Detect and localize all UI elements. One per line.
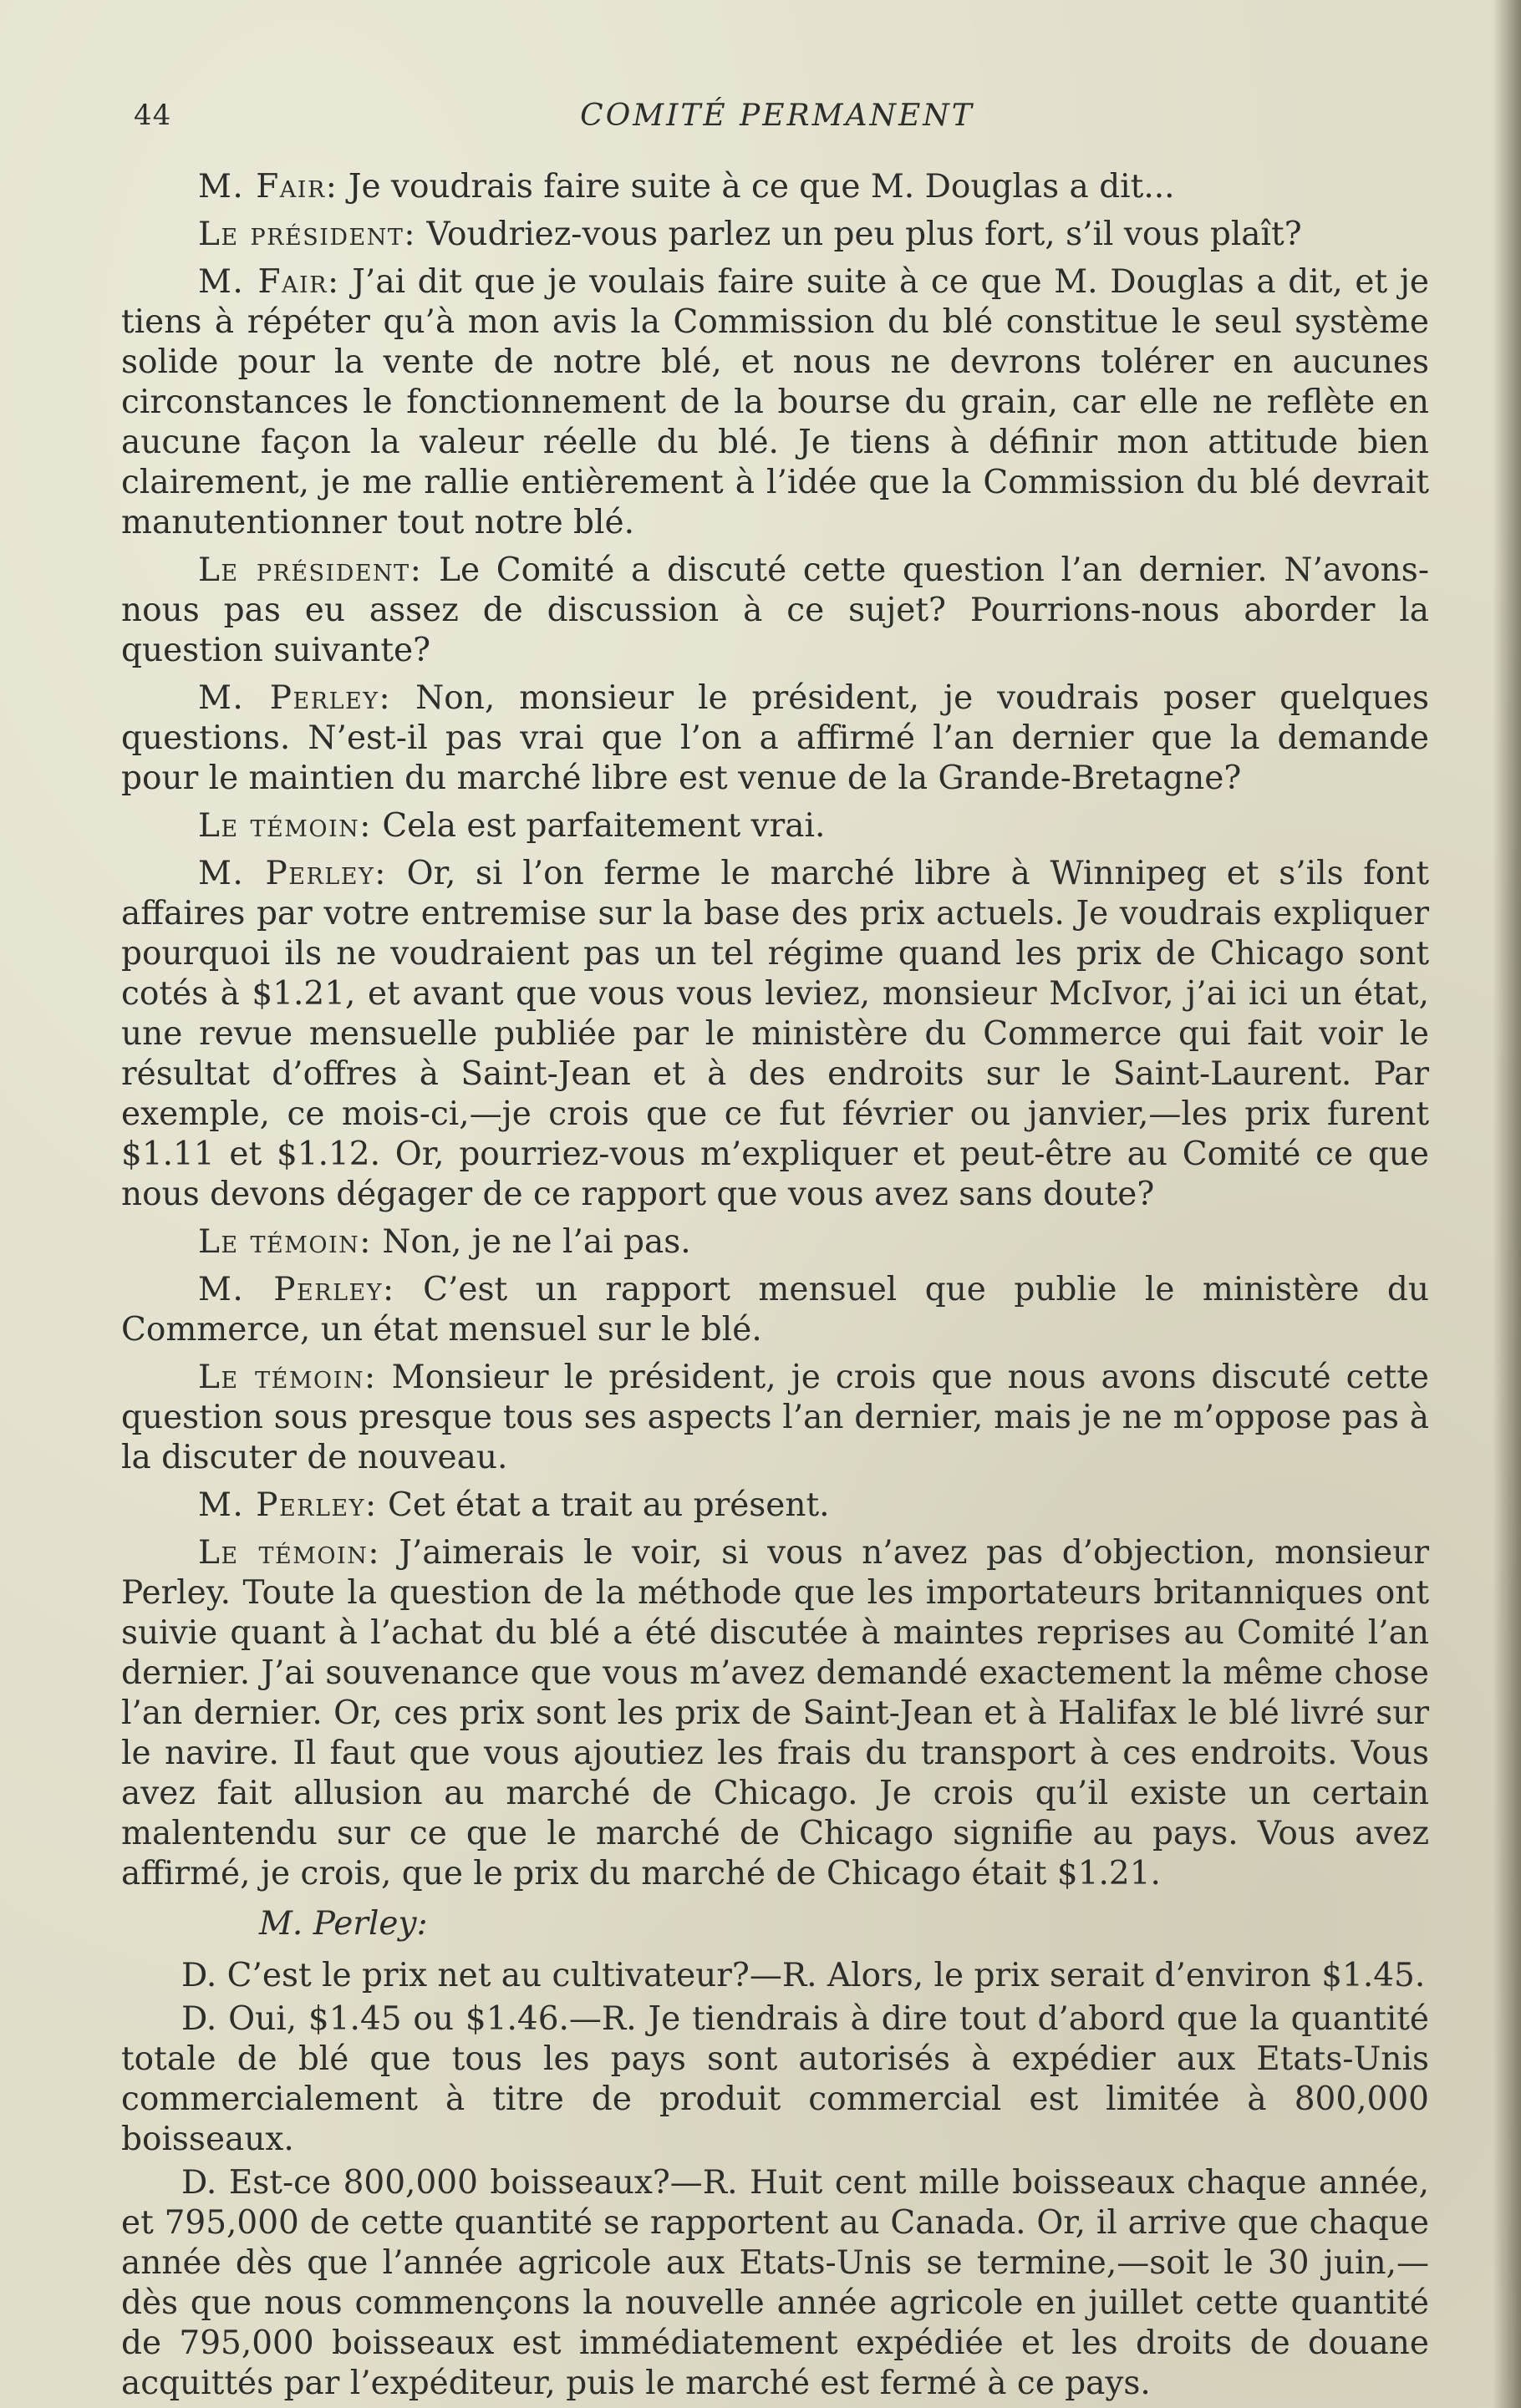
speaker-label: Le témoin: — [198, 1359, 377, 1396]
paragraph-text: J’ai dit que je voulais faire suite à ce que M. Douglas a dit, et je tiens à répéter qu’à mon avis la Commission du blé constitue le seul système solide pour la vente de notre blé, et nous ne devrons tolérer en aucunes circonstances le fonctionnement de la bourse du grain, car elle ne reflète en aucune façon la valeur réelle du blé. Je tiens à définir mon attitude bien clairement, je me rallie entièrement à l’idée que la Commission du blé devrait manutentionner tout notre blé. — [121, 263, 1429, 541]
paragraph-text: J’aimerais le voir, si vous n’avez pas d’objection, monsieur Perley. Toute la question de la méthode que les importateurs britanniques ont suivie quant à l’achat du blé a été discutée à maintes reprises au Comité l’an dernier. J’ai souvenance que vous m’avez demandé exactement la même chose l’an dernier. Or, ces prix sont les prix de Saint-Jean et à Halifax le blé livré sur le navire. Il faut que vous ajoutiez les frais du transport à ces endroits. Vous avez fait allusion au marché de Chicago. Je crois qu’il existe un certain malentendu sur ce que le marché de Chicago signifie au pays. Vous avez affirmé, je crois, que le prix du marché de Chicago était $1.21. — [121, 1534, 1429, 1892]
paragraph — [121, 1358, 1429, 1478]
speaker-label: M. Perley: — [198, 679, 392, 717]
paragraph — [121, 551, 1429, 671]
speaker-label: M. Fair: — [198, 263, 340, 301]
question-answer: D. Oui, $1.45 ou $1.46.—R. Je tiendrais à dire tout d’abord que la quantité totale de blé que tous les pays sont autorisés à expédier aux Etats-Unis commercialement à titre de produit commercial est limitée à 800,000 boisseaux. — [121, 2000, 1429, 2158]
paragraph-text: Le Comité a discuté cette question l’an dernier. N’avons-nous pas eu assez de discussion à ce sujet? Pourrions-nous aborder la question suivante? — [121, 551, 1429, 669]
speaker-label: Le président: — [198, 551, 423, 589]
speaker-label: Le président: — [198, 216, 417, 253]
speaker-label: M. Perley: — [198, 1271, 395, 1308]
speaker-label: Le témoin: — [198, 807, 372, 845]
paragraph — [121, 1533, 1429, 1894]
paragraph — [121, 854, 1429, 1215]
paragraph-text: Monsieur le président, je crois que nous avons discuté cette question sous presque tous ses aspects l’an dernier, mais je ne m’oppose pas à la discuter de nouveau. — [121, 1359, 1430, 1476]
transcript-body — [121, 167, 1429, 2407]
page-header — [125, 99, 1429, 140]
paragraph-text: Je voudrais faire suite à ce que M. Douglas a dit... — [338, 168, 1175, 206]
speaker-label: Le témoin: — [198, 1223, 372, 1261]
page-number: 44 — [134, 99, 172, 132]
paragraph-text: Cela est parfaitement vrai. — [371, 807, 826, 845]
paragraph-text: C’est un rapport mensuel que publie le ministère du Commerce, un état mensuel sur le blé. — [121, 1271, 1429, 1349]
speaker-label: Le témoin: — [198, 1534, 380, 1572]
paragraph — [121, 1270, 1429, 1350]
paragraph — [121, 1222, 1429, 1262]
paragraph-text: Cet état a trait au présent. — [377, 1486, 830, 1524]
speaker-label: M. Fair: — [198, 168, 338, 206]
paragraph-text: Non, monsieur le président, je voudrais poser quelques questions. N’est-il pas vrai que l’on a affirmé l’an dernier que la demande pour le maintien du marché libre est venue de la Grande-Bretagne? — [121, 679, 1429, 797]
paragraph-text: Or, si l’on ferme le marché libre à Winnipeg et s’ils font affaires par votre entremise sur la base des prix actuels. Je voudrais expliquer pourquoi ils ne voudraient pas un tel régime quand les prix de Chicago sont cotés à $1.21, et avant que vous vous leviez, monsieur McIvor, j’ai ici un état, une revue mensuelle publiée par le ministère du Commerce qui fait voir le résultat d’offres à Saint-Jean et à des endroits sur le Saint-Laurent. Par exemple, ce mois-ci,—je crois que ce fut février ou janvier,—les prix furent $1.11 et $1.12. Or, pourriez-vous m’expliquer et peut-être au Comité ce que nous devons dégager de ce rapport que vous avez sans doute? — [121, 855, 1429, 1213]
paragraph-text: Voudriez-vous parlez un peu plus fort, s’il vous plaît? — [416, 216, 1302, 253]
paragraph — [121, 215, 1429, 255]
speaker-label: M. Perley: — [198, 1486, 378, 1524]
paragraph-text: Non, je ne l’ai pas. — [371, 1223, 691, 1261]
paragraph — [121, 167, 1429, 207]
binding-shadow — [1493, 0, 1521, 2408]
question-answer: D. C’est le prix net au cultivateur?—R. Alors, le prix serait d’environ $1.45. — [181, 1957, 1426, 1994]
paragraph — [121, 262, 1429, 543]
question-answer: D. Est-ce 800,000 boisseaux?—R. Huit cent mille boisseaux chaque année, et 795,000 de cette quantité se rapportent au Canada. Or, il arrive que chaque année dès que l’année agricole aux Etats-Unis se termine,—soit le 30 juin,—dès que nous commençons la nouvelle année agricole en juillet cette quantité de 795,000 boisseaux est immédiatement expédiée et les droits de douane acquittés par l’expéditeur, puis le marché est fermé à ce pays. — [121, 2164, 1429, 2402]
speaker-label: M. Perley: — [198, 855, 387, 892]
running-title: COMITÉ PERMANENT — [580, 99, 974, 133]
paragraph — [121, 806, 1429, 846]
paragraph — [121, 678, 1429, 799]
section-heading: M. Perley: — [259, 1905, 428, 1943]
paragraph — [121, 1486, 1429, 1526]
